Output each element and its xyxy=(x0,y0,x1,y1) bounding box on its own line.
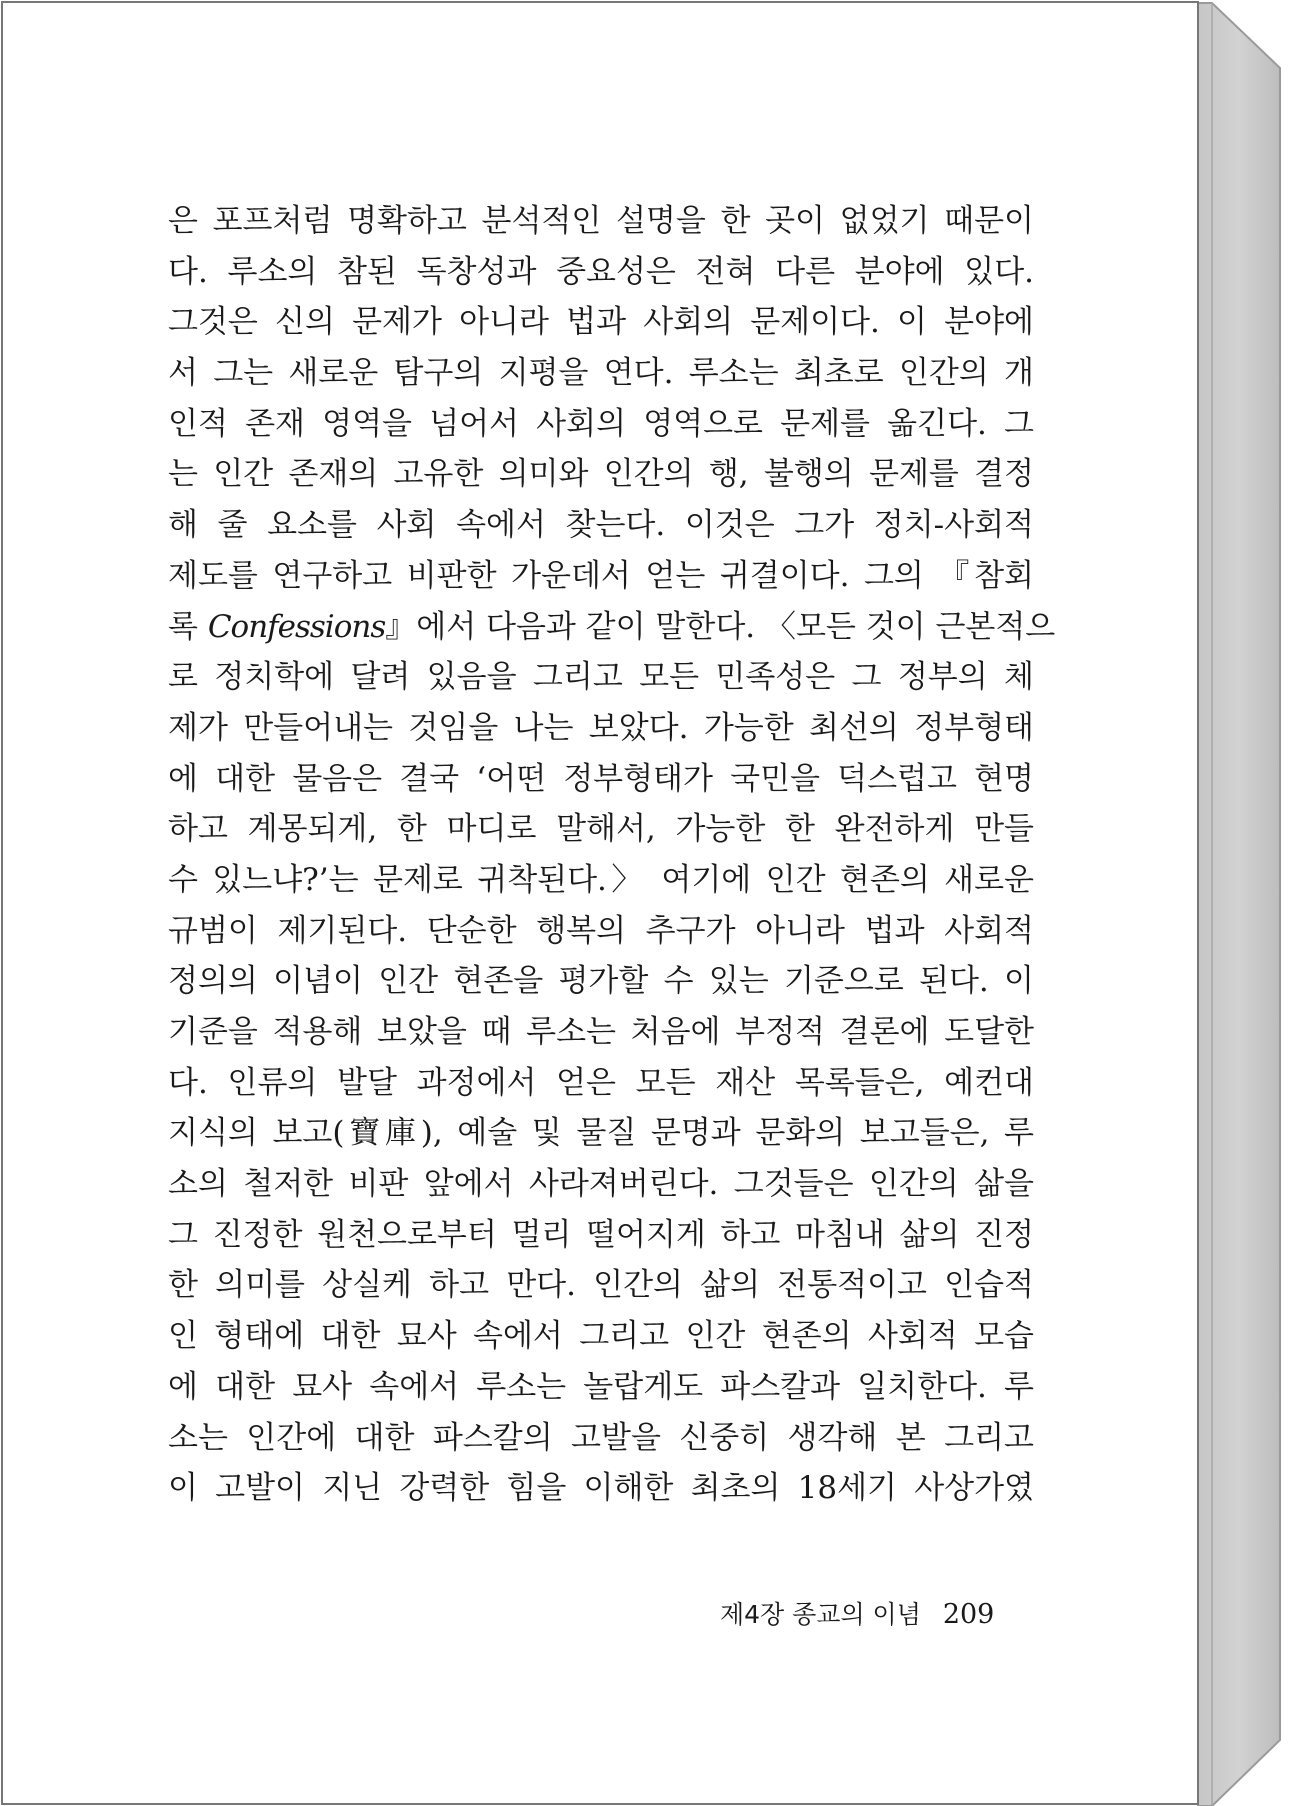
text-line: 제도를 연구하고 비판한 가운데서 얻는 귀결이다. 그의 『참회 xyxy=(168,557,1034,594)
page-number: 209 xyxy=(942,1599,995,1630)
text-line: 그 진정한 원천으로부터 멀리 떨어지게 하고 마침내 삶의 진정 xyxy=(168,1216,1034,1253)
text-line: 소의 철저한 비판 앞에서 사라져버린다. 그것들은 인간의 삶을 xyxy=(168,1166,1034,1203)
text-line: 규범이 제기된다. 단순한 행복의 추구가 아니라 법과 사회적 xyxy=(168,912,1034,949)
text-line: 기준을 적용해 보았을 때 루소는 처음에 부정적 결론에 도달한 xyxy=(168,1014,1034,1050)
text-line: 로 정치학에 달려 있음을 그리고 모든 민족성은 그 정부의 체 xyxy=(168,659,1034,696)
text-line: 다. 루소의 참된 독창성과 중요성은 전혀 다른 분야에 있다. xyxy=(168,253,1034,290)
text-line: 인 형태에 대한 묘사 속에서 그리고 인간 현존의 사회적 모습 xyxy=(168,1318,1034,1355)
text-line: 해 줄 요소를 사회 속에서 찾는다. 이것은 그가 정치-사회적 xyxy=(168,507,1034,544)
text-line: 정의의 이념이 인간 현존을 평가할 수 있는 기준으로 된다. 이 xyxy=(168,963,1034,1000)
book-spine xyxy=(1198,3,1280,1806)
text-line: 지식의 보고(寶庫), 예술 및 물질 문명과 문화의 보고들은, 루 xyxy=(168,1115,1034,1152)
text-line: 는 인간 존재의 고유한 의미와 인간의 행, 불행의 문제를 결정 xyxy=(168,456,1034,493)
text-line: 한 의미를 상실케 하고 만다. 인간의 삶의 전통적이고 인습적 xyxy=(168,1267,1034,1304)
text-line: 이 고발이 지닌 강력한 힘을 이해한 최초의 18세기 사상가였 xyxy=(168,1470,1034,1507)
text-line: 인적 존재 영역을 넘어서 사회의 영역으로 문제를 옮긴다. 그 xyxy=(168,405,1034,442)
body-text xyxy=(168,196,1056,1514)
text-line: 은 포프처럼 명확하고 분석적인 설명을 한 곳이 없었기 때문이 xyxy=(168,203,1034,239)
text-line: 그것은 신의 문제가 아니라 법과 사회의 문제이다. 이 분야에 xyxy=(168,304,1034,341)
text-line: 에 대한 물음은 결국 ‘어떤 정부형태가 국민을 덕스럽고 현명 xyxy=(168,760,1034,797)
text-line: 에 대한 묘사 속에서 루소는 놀랍게도 파스칼과 일치한다. 루 xyxy=(168,1368,1034,1405)
text-line: 서 그는 새로운 탐구의 지평을 연다. 루소는 최초로 인간의 개 xyxy=(168,355,1034,392)
text-line: 다. 인류의 발달 과정에서 얻은 모든 재산 목록들은, 예컨대 xyxy=(168,1064,1034,1101)
text-line: 제가 만들어내는 것임을 나는 보았다. 가능한 최선의 정부형태 xyxy=(168,709,1034,746)
running-footer-chapter: 제4장 종교의 이념 xyxy=(720,1600,921,1629)
text-line: 소는 인간에 대한 파스칼의 고발을 신중히 생각해 본 그리고 xyxy=(168,1419,1034,1456)
page-footer xyxy=(720,1595,1010,1631)
text-line: 하고 계몽되게, 한 마디로 말해서, 가능한 한 완전하게 만들 xyxy=(168,811,1034,848)
text-line: 록 Confessions』에서 다음과 같이 말한다. 〈모든 것이 근본적으 xyxy=(168,608,1056,645)
italic-word: Confessions xyxy=(207,608,386,645)
text-line: 수 있느냐?’는 문제로 귀착된다.〉 여기에 인간 현존의 새로운 xyxy=(168,861,1034,898)
